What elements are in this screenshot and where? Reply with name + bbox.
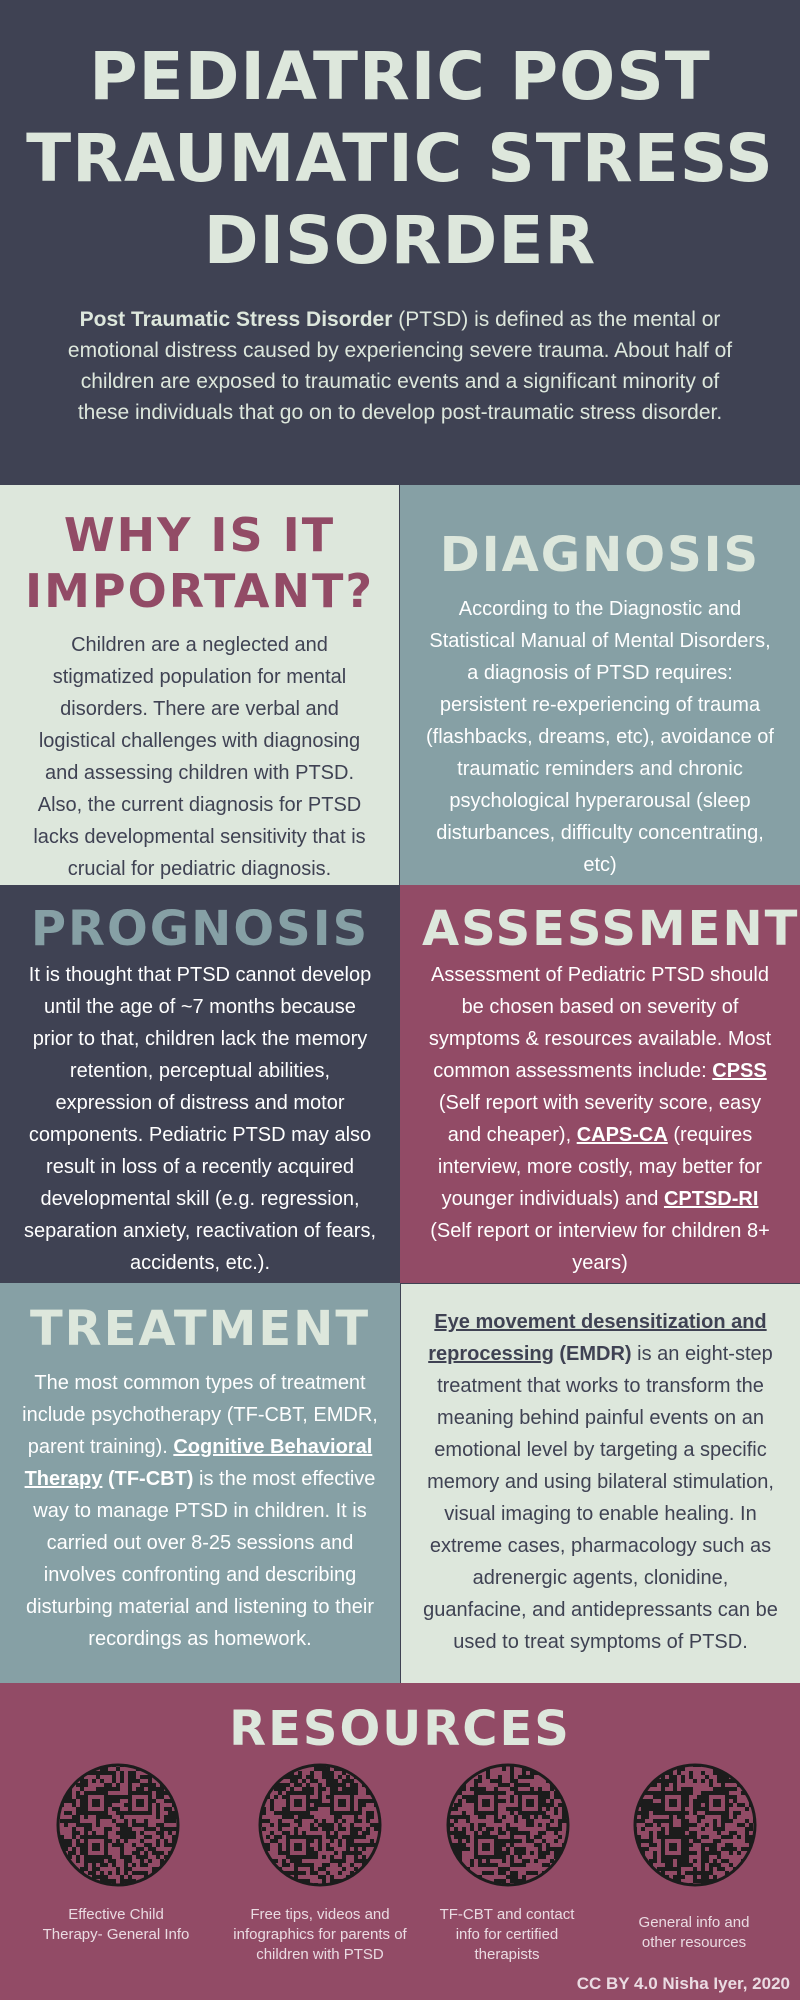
resources-title: RESOURCES <box>229 1701 571 1757</box>
prognosis-section <box>0 885 400 1283</box>
resources-section <box>0 1683 800 2000</box>
why-important-section <box>0 485 400 885</box>
resource-label-1: Effective Child Therapy- General Info <box>42 1906 190 1943</box>
intro-paragraph <box>60 304 740 428</box>
emdr-body <box>423 1306 778 1658</box>
license-credit: CC BY 4.0 Nisha Iyer, 2020 <box>576 1974 790 1993</box>
why-important-body: Children are a neglected and stigmatized population for mental disorders. There are verbal and logistical challenges with diagnosing and assessing children with PTSD. Also, the current diagnosis for PTSD lacks developmental sensitivity that is crucial for pediatric diagnosis. <box>33 634 366 880</box>
intro-text: (PTSD) is defined as the mental or emotional distress caused by experiencing severe trauma. About half of children are exposed to traumatic events and a significant minority of these individuals that go on to develop post-traumatic stress disorder. <box>67 308 733 424</box>
why-title-line-1: WHY IS IT <box>63 508 336 562</box>
title-line-3: DISORDER <box>203 202 597 279</box>
assessment-intro: Assessment of Pediatric PTSD should be chosen based on severity of symptoms & resources available. Most common assessments include: <box>428 964 772 1082</box>
prognosis-title: PROGNOSIS <box>30 901 370 957</box>
cbt-link[interactable]: Cognitive Behavioral Therapy <box>24 1436 373 1490</box>
resource-label-4: General info and other resources <box>638 1914 750 1951</box>
diagnosis-title: DIAGNOSIS <box>439 527 761 583</box>
cptsd-ri-link[interactable]: CPTSD-RI <box>663 1188 759 1210</box>
treatment-rest: is the most effective way to manage PTSD in children. It is carried out over 8-25 sessions and involves confronting and describing disturbing material and listening to their recordings as homework. <box>26 1468 376 1650</box>
qr-code-icon[interactable] <box>56 1763 180 1887</box>
why-important-title <box>22 507 377 619</box>
resource-label-2: Free tips, videos and infographics for parents of children with PTSD <box>233 1906 407 1963</box>
emdr-section <box>400 1283 800 1683</box>
assessment-section <box>400 885 800 1283</box>
tf-cbt-abbrev: (TF-CBT) <box>102 1468 194 1490</box>
qr-code-icon[interactable] <box>258 1763 382 1887</box>
page-title <box>0 0 800 282</box>
diagnosis-body: According to the Diagnostic and Statistical Manual of Mental Disorders, a diagnosis of PTSD requires: persistent re-experiencing of trauma (flashbacks, dreams, etc), avoidance of traumatic reminders and chronic psychological hyperarousal (sleep disturbances, difficulty concentrating, etc) <box>426 598 774 876</box>
why-title-line-2: IMPORTANT? <box>24 564 375 618</box>
emdr-link[interactable]: Eye movement desensitization and reprocessing <box>428 1311 767 1365</box>
assessment-body <box>422 959 778 1279</box>
qr-code-icon[interactable] <box>633 1763 757 1887</box>
treatment-intro: The most common types of treatment include psychotherapy (TF-CBT, EMDR, parent training). <box>22 1372 378 1458</box>
treatment-title: TREATMENT <box>29 1301 371 1357</box>
treatment-body <box>22 1367 378 1655</box>
cptsd-ri-text: (Self report or interview for children 8+ years) <box>430 1220 770 1274</box>
emdr-rest: is an eight-step treatment that works to transform the meaning behind painful events on an emotional level by targeting a specific memory and using bilateral stimulation, visual imaging to enable healing. In extreme cases, pharmacology such as adrenergic agents, clonidine, guanfacine, and antidepressants can be used to treat symptoms of PTSD. <box>423 1343 778 1653</box>
diagnosis-section <box>400 485 800 885</box>
treatment-section <box>0 1283 400 1683</box>
title-line-2: TRAUMATIC STRESS <box>26 120 774 197</box>
caps-ca-link[interactable]: CAPS-CA <box>576 1124 668 1146</box>
caps-ca-text: (requires interview, more costly, may better for younger individuals) and <box>437 1124 763 1210</box>
intro-bold-term: Post Traumatic Stress Disorder <box>79 308 393 331</box>
resource-label-3: TF-CBT and contact info for certified therapists <box>439 1906 575 1963</box>
header-section <box>0 0 800 485</box>
cpss-text: (Self report with severity score, easy and cheaper), <box>438 1092 762 1146</box>
cpss-link[interactable]: CPSS <box>712 1060 767 1082</box>
emdr-abbrev: (EMDR) <box>553 1343 632 1365</box>
prognosis-body: It is thought that PTSD cannot develop until the age of ~7 months because prior to that, children lack the memory retention, perceptual abilities, expression of distress and motor components. Pediatric PTSD may also result in loss of a recently acquired developmental skill (e.g. regression, separation anxiety, reactivation of fears, accidents, etc.). <box>23 964 377 1274</box>
assessment-title: ASSESSMENT <box>422 901 800 957</box>
qr-code-icon[interactable] <box>446 1763 570 1887</box>
title-line-1: PEDIATRIC POST <box>89 38 711 115</box>
